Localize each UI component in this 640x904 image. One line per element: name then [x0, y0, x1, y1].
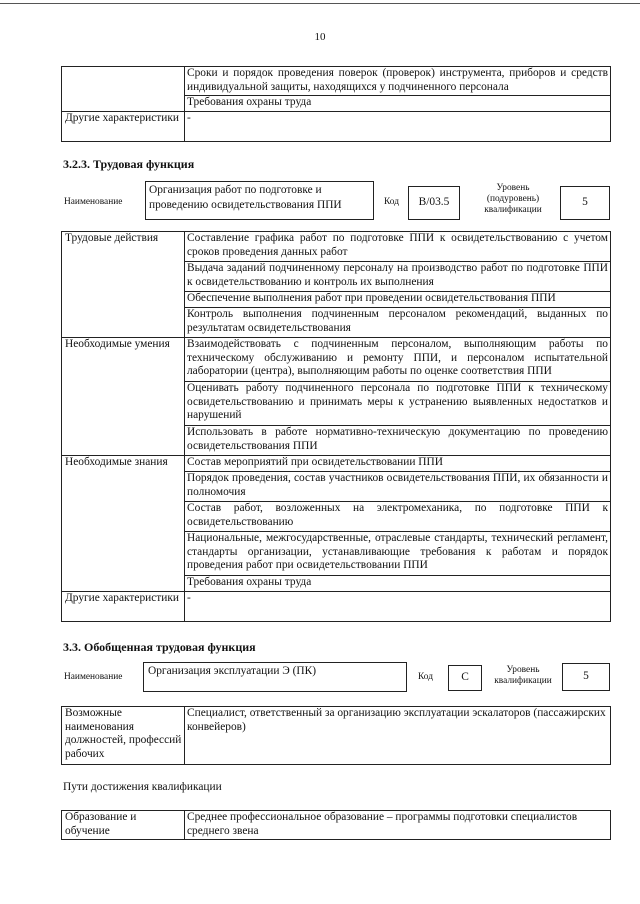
education-value: Среднее профессиональное образование – программы подготовки специалистов среднего звена [185, 811, 611, 840]
table-cell: Взаимодействовать с подчиненным персоналом, выполняющим работы по техническому обслуживанию и ремонту ППИ, и персоналом испытательной лаборатории (центра), выполняющим работы по оценке соответствия ППИ [185, 338, 611, 382]
table-cell: Состав мероприятий при освидетельствовании ППИ [185, 456, 611, 472]
table-cell: Состав работ, возложенных на электромеханика, по подготовке ППИ к освидетельствованию [185, 502, 611, 532]
function-name-box: Организация работ по подготовке и проведению освидетельствования ППИ [145, 181, 374, 220]
group-label-actions: Трудовые действия [62, 232, 185, 338]
name-label: Наименование [64, 197, 123, 207]
table-cell: - [185, 112, 611, 142]
table-cell: Выдача заданий подчиненному персоналу на производство работ по подготовке ППИ к освидетельствованию и контроль их выполнения [185, 262, 611, 292]
table-row-label: Другие характеристики [62, 112, 185, 142]
page-top-rule [0, 3, 640, 4]
table-cell: Требования охраны труда [185, 96, 611, 112]
table-cell: Порядок проведения, состав участников освидетельствования ППИ, их обязанности и полномочия [185, 472, 611, 502]
function-table [61, 231, 611, 622]
level-label: Уровень квалификации [494, 665, 552, 686]
table-row-label [62, 67, 185, 112]
positions-label: Возможные наименования должностей, профессий рабочих [62, 707, 185, 765]
group-label-knowledge: Необходимые знания [62, 456, 185, 592]
education-table [61, 810, 611, 840]
name-label: Наименование [64, 672, 123, 682]
table-cell: Составление графика работ по подготовке ППИ к освидетельствованию с учетом сроков проведения данных работ [185, 232, 611, 262]
code-label: Код [418, 672, 433, 682]
table-cell: Обеспечение выполнения работ при проведении освидетельствования ППИ [185, 292, 611, 308]
code-label: Код [384, 197, 399, 207]
education-label: Образование и обучение [62, 811, 185, 840]
section-title: 3.3. Обобщенная трудовая функция [63, 640, 256, 654]
table-cell: Требования охраны труда [185, 576, 611, 592]
page-number: 10 [314, 31, 326, 43]
table-cell: Оценивать работу подчиненного персонала по подготовке ППИ к техническому освидетельствованию и принимать меры к устранению выявленных недостатков и нарушений [185, 382, 611, 426]
positions-table [61, 706, 611, 765]
code-value-box: B/03.5 [408, 186, 460, 220]
level-label: Уровень (подуровень) квалификации [484, 183, 542, 215]
table-cell: Сроки и порядок проведения поверок (проверок) инструмента, приборов и средств индивидуальной защиты, находящихся у подчиненного персонала [185, 67, 611, 96]
level-value-box: 5 [562, 663, 610, 691]
code-value-box: C [448, 665, 482, 691]
continuation-table [61, 66, 611, 142]
table-cell: Контроль выполнения подчиненным персоналом рекомендаций, выданных по результатам освидетельствования [185, 308, 611, 338]
paths-title: Пути достижения квалификации [63, 781, 222, 793]
table-cell: Использовать в работе нормативно-техническую документацию по проведению освидетельствования ППИ [185, 426, 611, 456]
group-label-skills: Необходимые умения [62, 338, 185, 456]
generalized-function-name-box: Организация эксплуатации Э (ПК) [143, 662, 407, 692]
positions-value: Специалист, ответственный за организацию эксплуатации эскалаторов (пассажирских конвейеров) [185, 707, 611, 765]
section-title: 3.2.3. Трудовая функция [63, 157, 195, 171]
table-cell: - [185, 592, 611, 622]
level-value-box: 5 [560, 186, 610, 220]
group-label-other: Другие характеристики [62, 592, 185, 622]
table-cell: Национальные, межгосударственные, отраслевые стандарты, технический регламент, стандарты организации, устанавливающие требования к работам и порядок проведения работ при освидетельствовании ППИ [185, 532, 611, 576]
